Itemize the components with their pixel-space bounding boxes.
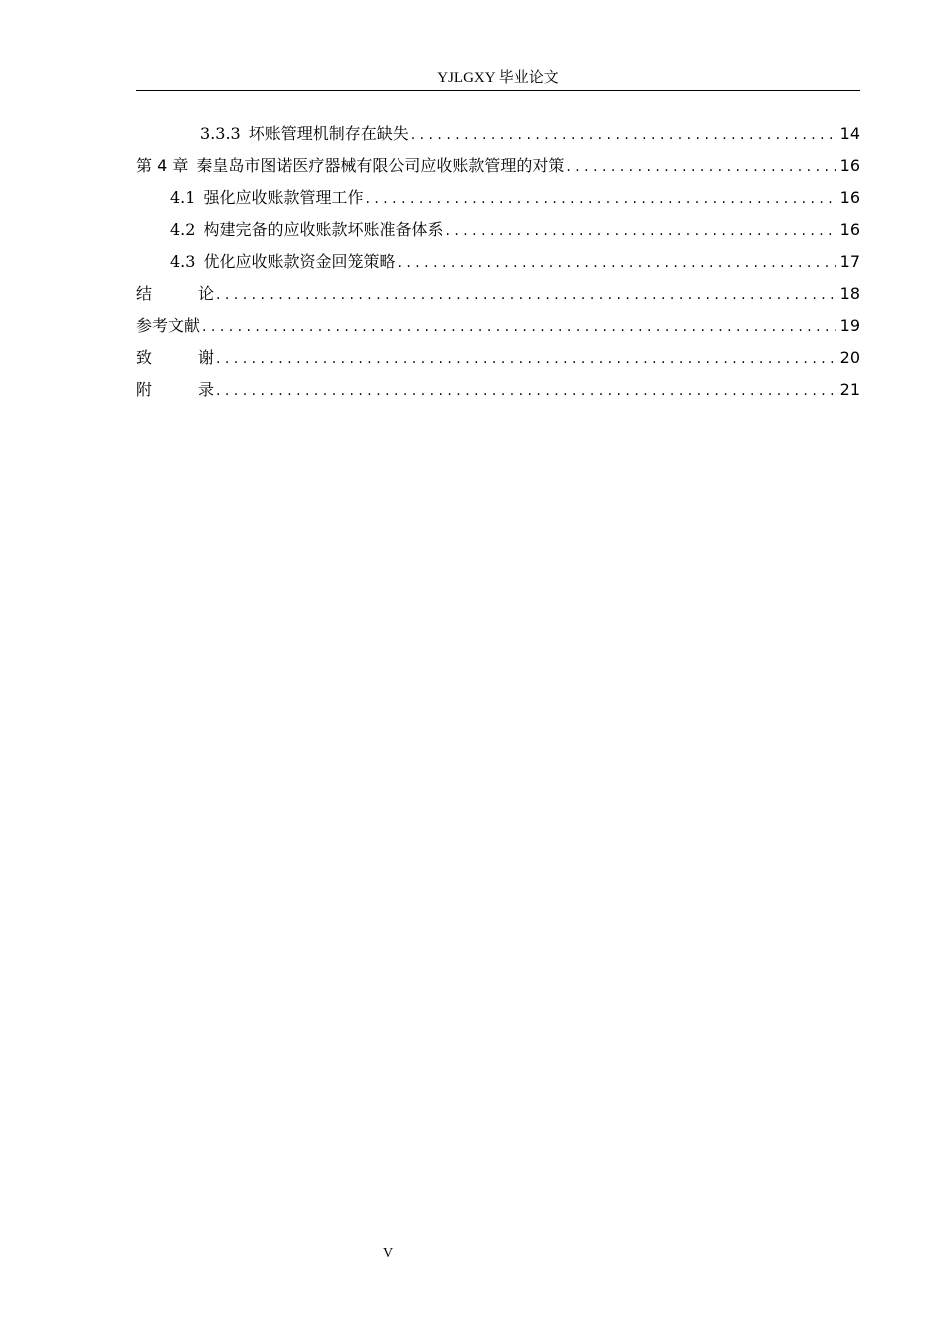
toc-leader-dots [202,311,836,343]
toc-leader-dots [216,343,836,375]
toc-entry[interactable] [136,214,860,246]
toc-entry-references[interactable] [136,310,860,342]
toc-entry-number: 第 4 章 [136,156,189,175]
toc-entry-title [136,278,214,310]
toc-entry-title [136,342,214,374]
toc-entry[interactable] [136,246,860,278]
toc-entry[interactable] [136,118,860,150]
toc-entry[interactable] [136,182,860,214]
toc-entry-label-part: 录 [197,380,214,399]
toc-entry-label-part: 致 [136,348,153,367]
page-number: V [382,1246,394,1261]
toc-entry-title [136,374,214,406]
toc-entry-label-part: 附 [136,380,153,399]
toc-entry-acknowledgements[interactable] [136,342,860,374]
toc-entry-title [136,150,564,182]
toc-entry-page: 16 [839,156,860,175]
toc-entry-page: 19 [839,316,860,335]
toc-entry-number: 4.1 [170,188,196,207]
toc-leader-dots [216,279,836,311]
toc-entry-page: 16 [839,220,860,239]
toc-entry-number: 4.2 [170,220,196,239]
toc-entry-conclusion[interactable] [136,278,860,310]
toc-entry-label-part: 谢 [197,348,214,367]
toc-entry-label: 强化应收账款管理工作 [203,188,364,207]
toc-entry-page: 17 [839,252,860,271]
toc-entry-title [170,214,443,246]
toc-entry-title [170,246,395,278]
toc-entry-page: 18 [839,284,860,303]
toc-entry-label: 构建完备的应收账款坏账准备体系 [203,220,444,239]
toc-entry-appendix[interactable] [136,374,860,406]
toc-entry-title [136,310,200,342]
toc-entry-number: 4.3 [170,252,196,271]
toc-entry-label: 参考文献 [136,316,201,335]
toc-entry-page: 16 [839,188,860,207]
toc-entry-label-part: 论 [197,284,214,303]
toc-leader-dots [411,119,836,151]
toc-leader-dots [566,151,835,183]
page-header: YJLGXY 毕业论文 [437,70,559,86]
toc-leader-dots [445,215,835,247]
toc-entry-title [170,182,363,214]
table-of-contents [136,118,860,406]
toc-entry-label: 优化应收账款资金回笼策略 [203,252,396,271]
toc-leader-dots [397,247,835,279]
toc-leader-dots [216,375,836,407]
toc-entry[interactable] [136,150,860,182]
toc-entry-label-part: 结 [136,284,153,303]
toc-entry-page: 14 [839,124,860,143]
toc-entry-title [200,118,409,150]
toc-entry-page: 21 [839,380,860,399]
toc-entry-number: 3.3.3 [200,124,241,143]
toc-leader-dots [365,183,835,215]
toc-entry-page: 20 [839,348,860,367]
header-rule [136,90,860,91]
toc-entry-label: 秦皇岛市图诺医疗器械有限公司应收账款管理的对策 [196,156,565,175]
toc-entry-label: 坏账管理机制存在缺失 [248,124,409,143]
